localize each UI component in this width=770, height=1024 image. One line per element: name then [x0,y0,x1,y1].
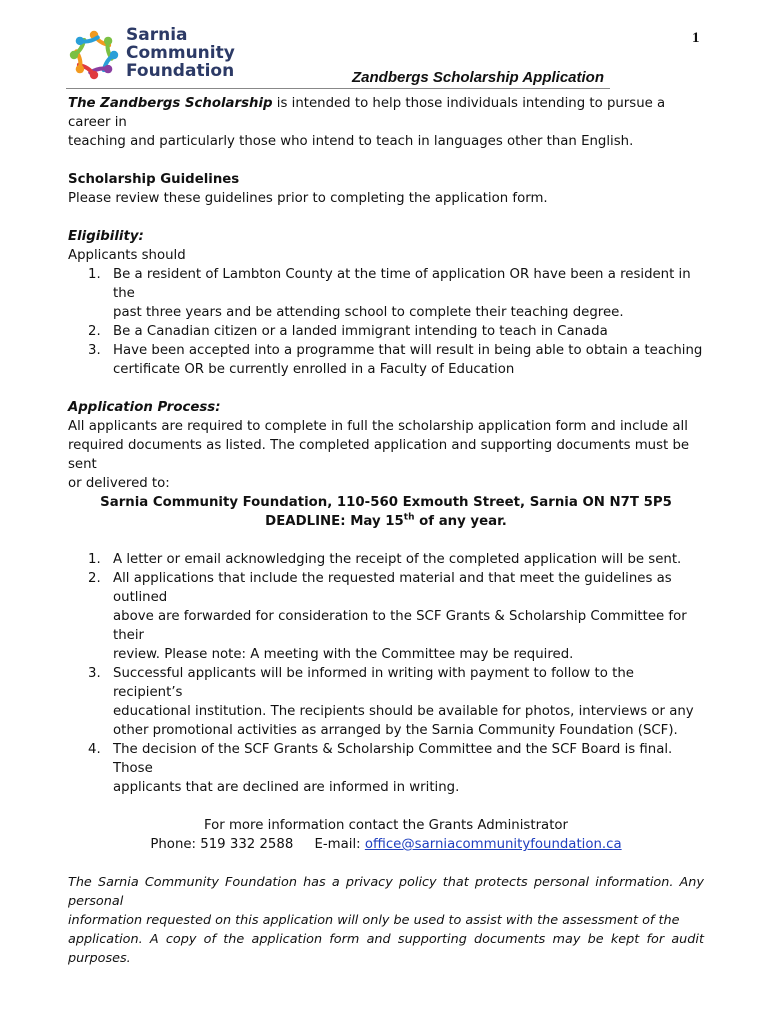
process-steps [68,550,704,797]
scholarship-name: The Zandbergs Scholarship [68,96,273,111]
privacy-notice: The Sarnia Community Foundation has a privacy policy that protects personal information. Any personal information requested on this application will only be used to assist with the assessment of the application. A copy of the application form and supporting documents may be kept for audit purposes. [68,875,704,966]
title-divider [66,88,610,89]
email-link[interactable]: office@sarniacommunityfoundation.ca [364,837,622,852]
document-body [68,94,704,968]
list-item: 1. A letter or email acknowledging the receipt of the completed application will be sent. [88,552,682,567]
contact-details: Phone: 519 332 2588 E-mail: office@sarniacommunityfoundation.ca [150,837,622,852]
process-paragraph: All applicants are required to complete in full the scholarship application form and include all required documents as listed. The completed application and supporting documents must be sent or delivered to: [68,419,690,491]
eligibility-heading: Eligibility: [68,229,144,244]
form-title: Zandbergs Scholarship Application [352,69,604,86]
list-item: 4. The decision of the SCF Grants & Scholarship Committee and the SCF Board is final. Those applicants that are declined are informed in writing. [88,742,673,795]
mailing-address: Sarnia Community Foundation, 110-560 Exmouth Street, Sarnia ON N7T 5P5 [100,495,672,510]
list-item: 1. Be a resident of Lambton County at the time of application OR have been a resident in the past three years and be attending school to complete their teaching degree. [88,267,691,320]
deadline: DEADLINE: May 15th of any year. [265,512,507,529]
intro-paragraph: The Zandbergs Scholarship is intended to help those individuals intending to pursue a career in teaching and particularly those who intend to teach in languages other than English. [68,96,666,149]
list-item: 2. Be a Canadian citizen or a landed immigrant intending to teach in Canada [88,324,608,339]
eligibility-lead: Applicants should [68,248,186,263]
eligibility-list [68,265,704,379]
guidelines-text: Please review these guidelines prior to completing the application form. [68,191,548,206]
list-item: 3. Successful applicants will be informed in writing with payment to follow to the recipient’s educational institution. The recipients should be available for photos, interviews or any other promotional activities as arranged by the Sarnia Community Foundation (SCF). [88,666,694,738]
guidelines-heading: Scholarship Guidelines [68,172,240,187]
list-item: 3. Have been accepted into a programme that will result in being able to obtain a teaching certificate OR be currently enrolled in a Faculty of Education [88,343,703,377]
process-heading: Application Process: [68,400,221,415]
logo-line-3: Foundation [126,61,235,81]
logo-line-1: Sarnia [126,25,188,45]
logo-line-2: Community [126,43,235,63]
phone-number: Phone: 519 332 2588 [150,837,294,852]
contact-line: For more information contact the Grants Administrator [203,818,569,833]
list-item: 2. All applications that include the requested material and that meet the guidelines as outlined above are forwarded for consideration to the SCF Grants & Scholarship Committee for their review. Please note: A meeting with the Committee may be required. [88,571,687,662]
page-number: 1 [692,30,700,46]
